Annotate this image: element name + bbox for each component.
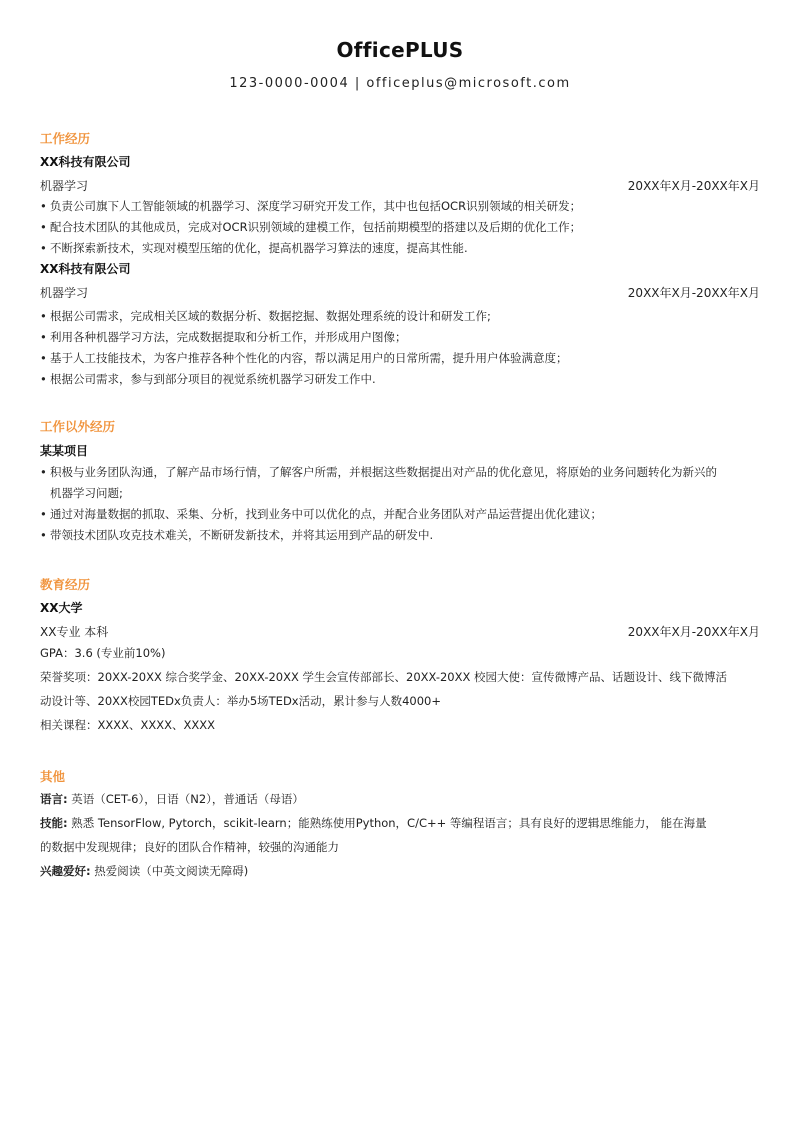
skill-value: 熟悉 TensorFlow, Pytorch，scikit-learn；能熟练使用Python，C/C++ 等编程语言；具有良好的逻辑思维能力， 能在海量 (67, 816, 707, 830)
list-item: • 基于人工技能技术，为客户推荐各种个性化的内容，帮以满足用户的日常所需，提升用户体验满意度； (40, 348, 760, 369)
language-label: 语言: (40, 792, 68, 806)
list-item: • 配合技术团队的其他成员，完成对OCR识别领域的建模工作，包括前期模型的搭建以及后期的优化工作； (40, 217, 760, 238)
language-line (40, 788, 760, 812)
education-date: 20XX年X月-20XX年X月 (627, 625, 760, 639)
education-row (40, 623, 760, 640)
major: XX专业 本科 (40, 625, 109, 639)
gpa: GPA：3.6 (专业前10%) (40, 646, 166, 660)
list-item-text: 积极与业务团队沟通，了解产品市场行情，了解客户所需，并根据这些数据提出对产品的优化意见，将原始的业务问题转化为新兴的 (50, 465, 717, 479)
resume-name: OfficePLUS (336, 38, 464, 62)
skill-line-cont: 的数据中发现规律；良好的团队合作精神，较强的沟通能力 (40, 840, 339, 854)
section-title-other: 其他 (40, 769, 66, 784)
company-name: XX科技有限公司 (40, 155, 131, 169)
hobby-line (40, 860, 760, 884)
company-name: XX科技有限公司 (40, 262, 131, 276)
list-item: • 带领技术团队攻克技术难关，不断研发新技术，并将其运用到产品的研发中. (40, 525, 760, 546)
honors-line: 荣誉奖项：20XX-20XX 综合奖学金、20XX-20XX 学生会宣传部部长、20XX-20XX 校园大使：宣传微博产品、话题设计、线下微博活 (40, 670, 728, 684)
hobby-label: 兴趣爱好: (40, 864, 91, 878)
job-bullets (40, 196, 760, 259)
list-item: • 通过对海量数据的抓取、采集、分析，找到业务中可以优化的点，并配合业务团队对产品运营提出优化建议； (40, 504, 760, 525)
language-value: 英语（CET-6），日语（N2），普通话（母语） (67, 792, 304, 806)
job-bullets (40, 306, 760, 390)
honors-line: 动设计等、20XX校园TEDx负责人：举办5场TEDx活动，累计参与人数4000+ (40, 694, 442, 708)
list-item: • 根据公司需求，完成相关区域的数据分析、数据挖掘、数据处理系统的设计和研发工作; (40, 306, 760, 327)
skill-line (40, 812, 760, 836)
school-name: XX大学 (40, 601, 83, 615)
list-item: • 负责公司旗下人工智能领域的机器学习、深度学习研究开发工作，其中也包括OCR识别领域的相关研发； (40, 196, 760, 217)
list-item: • 不断探索新技术，实现对模型压缩的优化，提高机器学习算法的速度，提高其性能. (40, 238, 760, 259)
job-row (40, 177, 760, 194)
job-role: 机器学习 (40, 179, 89, 193)
job-row (40, 284, 760, 301)
project-bullets (40, 462, 760, 546)
hobby-value: 热爱阅读（中英文阅读无障碍) (90, 864, 249, 878)
section-title-education: 教育经历 (40, 577, 91, 592)
skill-label: 技能: (40, 816, 68, 830)
list-item: • 根据公司需求，参与到部分项目的视觉系统机器学习研发工作中. (40, 369, 760, 390)
project-name: 某某项目 (40, 444, 89, 458)
section-title-work: 工作经历 (40, 131, 91, 146)
contact-info: 123-0000-0004 | officeplus@microsoft.com (229, 76, 571, 91)
list-item (40, 462, 760, 504)
job-date: 20XX年X月-20XX年X月 (627, 179, 760, 193)
courses: 相关课程：XXXX、XXXX、XXXX (40, 718, 216, 732)
list-item-text-cont: 机器学习问题; (50, 486, 123, 500)
list-item: • 利用各种机器学习方法，完成数据提取和分析工作，并形成用户图像； (40, 327, 760, 348)
job-role: 机器学习 (40, 286, 89, 300)
section-title-extra: 工作以外经历 (40, 419, 116, 434)
job-date: 20XX年X月-20XX年X月 (627, 286, 760, 300)
